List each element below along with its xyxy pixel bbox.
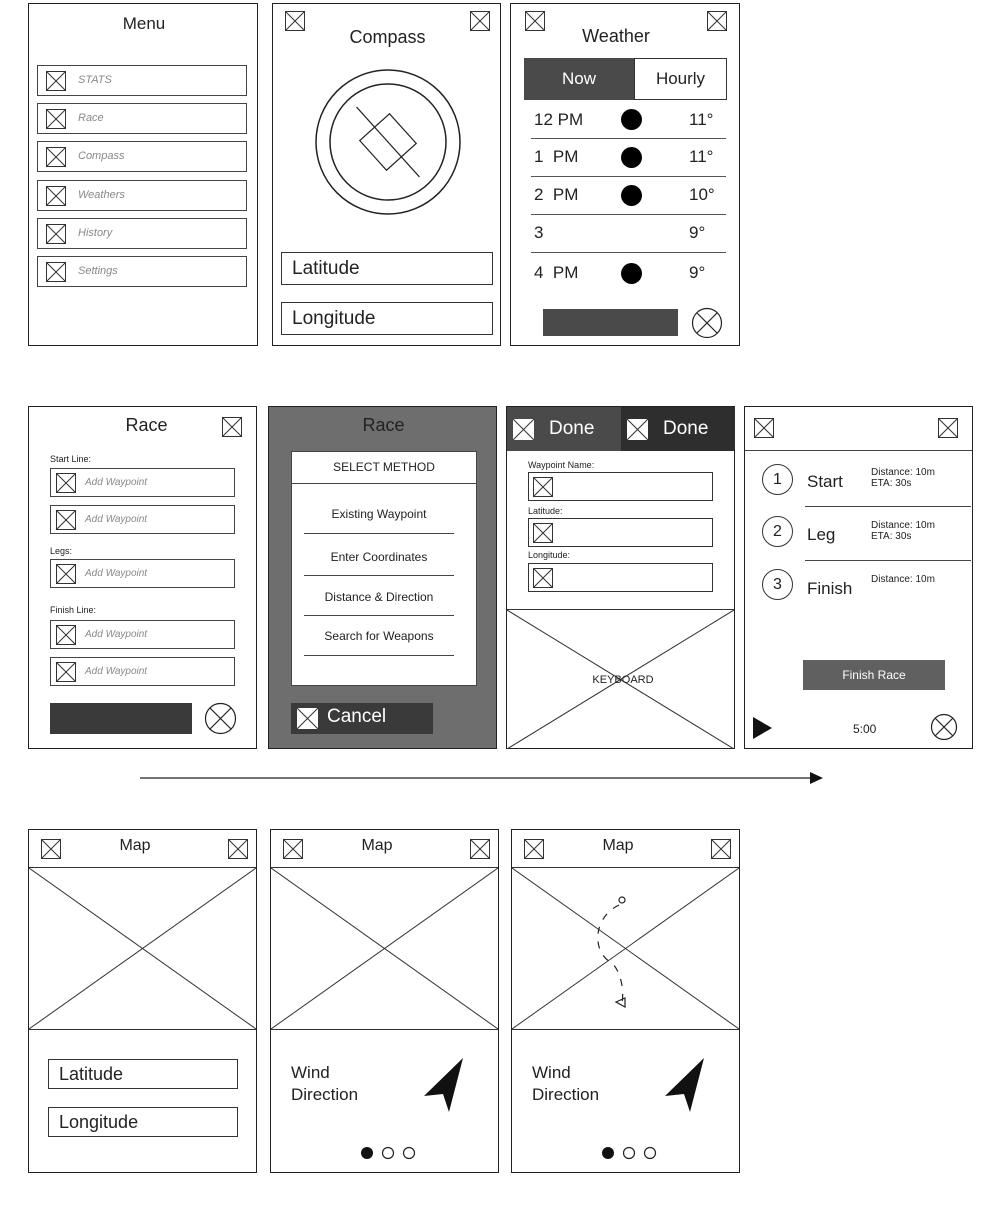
weather-row [531, 101, 726, 139]
compass-dial-icon [313, 67, 463, 217]
leg-number-badge: 2 [762, 516, 793, 547]
latitude-input[interactable] [528, 518, 713, 547]
menu-item-label: STATS [78, 74, 112, 86]
weather-temp: 9° [689, 223, 706, 242]
done-icon [627, 419, 648, 440]
done-icon [513, 419, 534, 440]
map-placeholder-icon [271, 868, 498, 1029]
menu-item-history[interactable] [37, 218, 247, 249]
wind-direction-arrow-icon [662, 1056, 707, 1114]
done-button-2[interactable] [621, 407, 735, 451]
leg-number-badge: 3 [762, 569, 793, 600]
map-view[interactable] [29, 867, 256, 1030]
compass-screen [272, 3, 501, 346]
leg-distance: Distance: 10m [871, 520, 935, 531]
cancel-label: Cancel [327, 706, 387, 727]
weather-condition-icon [621, 185, 642, 206]
race-progress-screen [744, 406, 973, 749]
menu-item-label: Race [78, 112, 104, 124]
back-icon[interactable] [754, 418, 774, 438]
weather-condition-icon [621, 147, 642, 168]
add-waypoint-label: Add Waypoint [85, 629, 148, 640]
leg-name: Leg [807, 525, 836, 544]
placeholder-icon [56, 564, 76, 584]
weather-row [531, 177, 726, 215]
menu-item-label: Weathers [78, 189, 125, 201]
weather-row [531, 253, 726, 290]
race-timer: 5:00 [853, 722, 877, 736]
longitude-field[interactable]: Longitude [48, 1107, 238, 1137]
weather-row [531, 215, 726, 253]
placeholder-icon [533, 523, 553, 543]
page-indicator[interactable] [600, 1145, 660, 1161]
add-waypoint-label: Add Waypoint [85, 568, 148, 579]
divider [805, 560, 971, 561]
leg-name: Start [807, 472, 843, 491]
page-indicator[interactable] [359, 1145, 419, 1161]
weather-row [531, 139, 726, 177]
latitude-field[interactable]: Latitude [48, 1059, 238, 1089]
placeholder-icon [56, 625, 76, 645]
flow-arrow-icon [140, 770, 825, 786]
add-waypoint-button[interactable] [50, 505, 235, 534]
keyboard-label: KEYBOARD [592, 674, 654, 686]
tab-now[interactable]: Now [524, 58, 634, 100]
cancel-icon [297, 708, 318, 729]
weather-temp: 10° [689, 185, 715, 204]
weather-time: 4 PM [534, 263, 579, 282]
menu-item-stats[interactable] [37, 65, 247, 96]
weather-title: Weather [582, 26, 650, 46]
tab-hourly[interactable]: Hourly [634, 58, 727, 100]
done-label: Done [663, 418, 709, 439]
waypoint-name-input[interactable] [528, 472, 713, 501]
menu-item-label: Settings [78, 265, 118, 277]
placeholder-icon [56, 662, 76, 682]
map-view[interactable] [271, 867, 498, 1030]
weather-action-bar[interactable] [543, 309, 678, 336]
add-waypoint-button[interactable] [50, 559, 235, 588]
latitude-field[interactable]: Latitude [281, 252, 493, 285]
close-circle-icon[interactable] [204, 702, 237, 735]
done-button-1[interactable] [507, 407, 621, 451]
menu-item-label: Compass [78, 150, 125, 162]
placeholder-icon [46, 147, 66, 167]
wind-label-line2: Direction [532, 1085, 600, 1104]
divider [304, 533, 454, 534]
map-title: Map [119, 837, 151, 854]
menu-screen [28, 3, 258, 346]
placeholder-icon [533, 568, 553, 588]
longitude-field[interactable]: Longitude [281, 302, 493, 335]
waypoint-entry-screen [506, 406, 735, 749]
map-screen-wind [270, 829, 499, 1173]
weather-time: 1 PM [534, 147, 579, 166]
weather-temp: 11° [689, 147, 714, 166]
race-title: Race [362, 415, 405, 435]
heading-divider [292, 483, 476, 484]
method-distance-direction[interactable]: Distance & Direction [324, 590, 434, 604]
close-icon[interactable] [938, 418, 958, 438]
select-method-dialog [291, 451, 477, 686]
wind-direction-arrow-icon [421, 1056, 466, 1114]
close-circle-icon[interactable] [930, 713, 958, 741]
play-icon[interactable] [753, 717, 773, 739]
start-race-bar[interactable] [50, 703, 192, 734]
header-divider [745, 450, 972, 451]
menu-item-weathers[interactable] [37, 180, 247, 211]
map-screen-coordinates [28, 829, 257, 1173]
finish-race-button[interactable]: Finish Race [803, 660, 945, 690]
menu-item-compass[interactable] [37, 141, 247, 172]
add-waypoint-button[interactable] [50, 468, 235, 497]
cancel-button[interactable] [291, 703, 433, 734]
leg-eta: ETA: 30s [871, 531, 912, 542]
longitude-input[interactable] [528, 563, 713, 592]
weather-temp: 11° [689, 110, 714, 129]
done-label: Done [549, 418, 595, 439]
wind-label-line2: Direction [291, 1085, 359, 1104]
longitude-label: Longitude: [528, 550, 571, 560]
leg-number-badge: 1 [762, 464, 793, 495]
wind-label-line1: Wind [291, 1063, 330, 1082]
map-title: Map [602, 837, 634, 854]
divider [805, 506, 971, 507]
leg-distance: Distance: 10m [871, 467, 935, 478]
divider [304, 575, 454, 576]
add-waypoint-label: Add Waypoint [85, 514, 148, 525]
weather-condition-icon [621, 109, 642, 130]
placeholder-icon [56, 473, 76, 493]
menu-item-race[interactable] [37, 103, 247, 134]
map-view[interactable] [512, 867, 739, 1030]
close-circle-icon[interactable] [691, 307, 723, 339]
weather-time: 2 PM [534, 185, 579, 204]
compass-title: Compass [349, 27, 426, 47]
select-method-heading: SELECT METHOD [333, 460, 435, 474]
race-title: Race [125, 415, 168, 435]
menu-item-label: History [78, 227, 113, 239]
method-existing-waypoint[interactable]: Existing Waypoint [331, 507, 427, 521]
divider [304, 655, 454, 656]
race-setup-screen [28, 406, 257, 749]
keyboard-area[interactable] [507, 609, 734, 749]
leg-name: Finish [807, 579, 853, 598]
add-waypoint-button[interactable] [50, 657, 235, 686]
divider [304, 615, 454, 616]
weather-condition-icon [621, 263, 642, 284]
placeholder-icon [46, 71, 66, 91]
legs-label: Legs: [50, 546, 73, 556]
leg-eta: ETA: 30s [871, 478, 912, 489]
add-waypoint-label: Add Waypoint [85, 477, 148, 488]
weather-screen [510, 3, 740, 346]
wind-label-line1: Wind [532, 1063, 571, 1082]
close-icon[interactable] [222, 417, 242, 437]
finish-line-label: Finish Line: [50, 605, 97, 615]
method-enter-coordinates[interactable]: Enter Coordinates [330, 550, 428, 564]
menu-item-settings[interactable] [37, 256, 247, 287]
placeholder-icon [46, 186, 66, 206]
placeholder-icon [56, 510, 76, 530]
map-placeholder-icon [29, 868, 256, 1029]
start-line-label: Start Line: [50, 454, 92, 464]
latitude-label: Latitude: [528, 506, 563, 516]
weather-time: 3 [534, 223, 544, 242]
weather-time: 12 PM [534, 110, 584, 129]
race-method-screen [268, 406, 497, 749]
placeholder-icon [46, 224, 66, 244]
map-title: Map [361, 837, 393, 854]
placeholder-icon [46, 109, 66, 129]
add-waypoint-label: Add Waypoint [85, 666, 148, 677]
menu-title: Menu [122, 14, 166, 33]
leg-distance: Distance: 10m [871, 574, 935, 585]
placeholder-icon [533, 477, 553, 497]
waypoint-name-label: Waypoint Name: [528, 460, 595, 470]
placeholder-icon [46, 262, 66, 282]
map-screen-route [511, 829, 740, 1173]
route-path-icon [512, 868, 739, 1029]
weather-temp: 9° [689, 263, 706, 282]
method-search-weapons[interactable]: Search for Weapons [324, 629, 434, 643]
add-waypoint-button[interactable] [50, 620, 235, 649]
